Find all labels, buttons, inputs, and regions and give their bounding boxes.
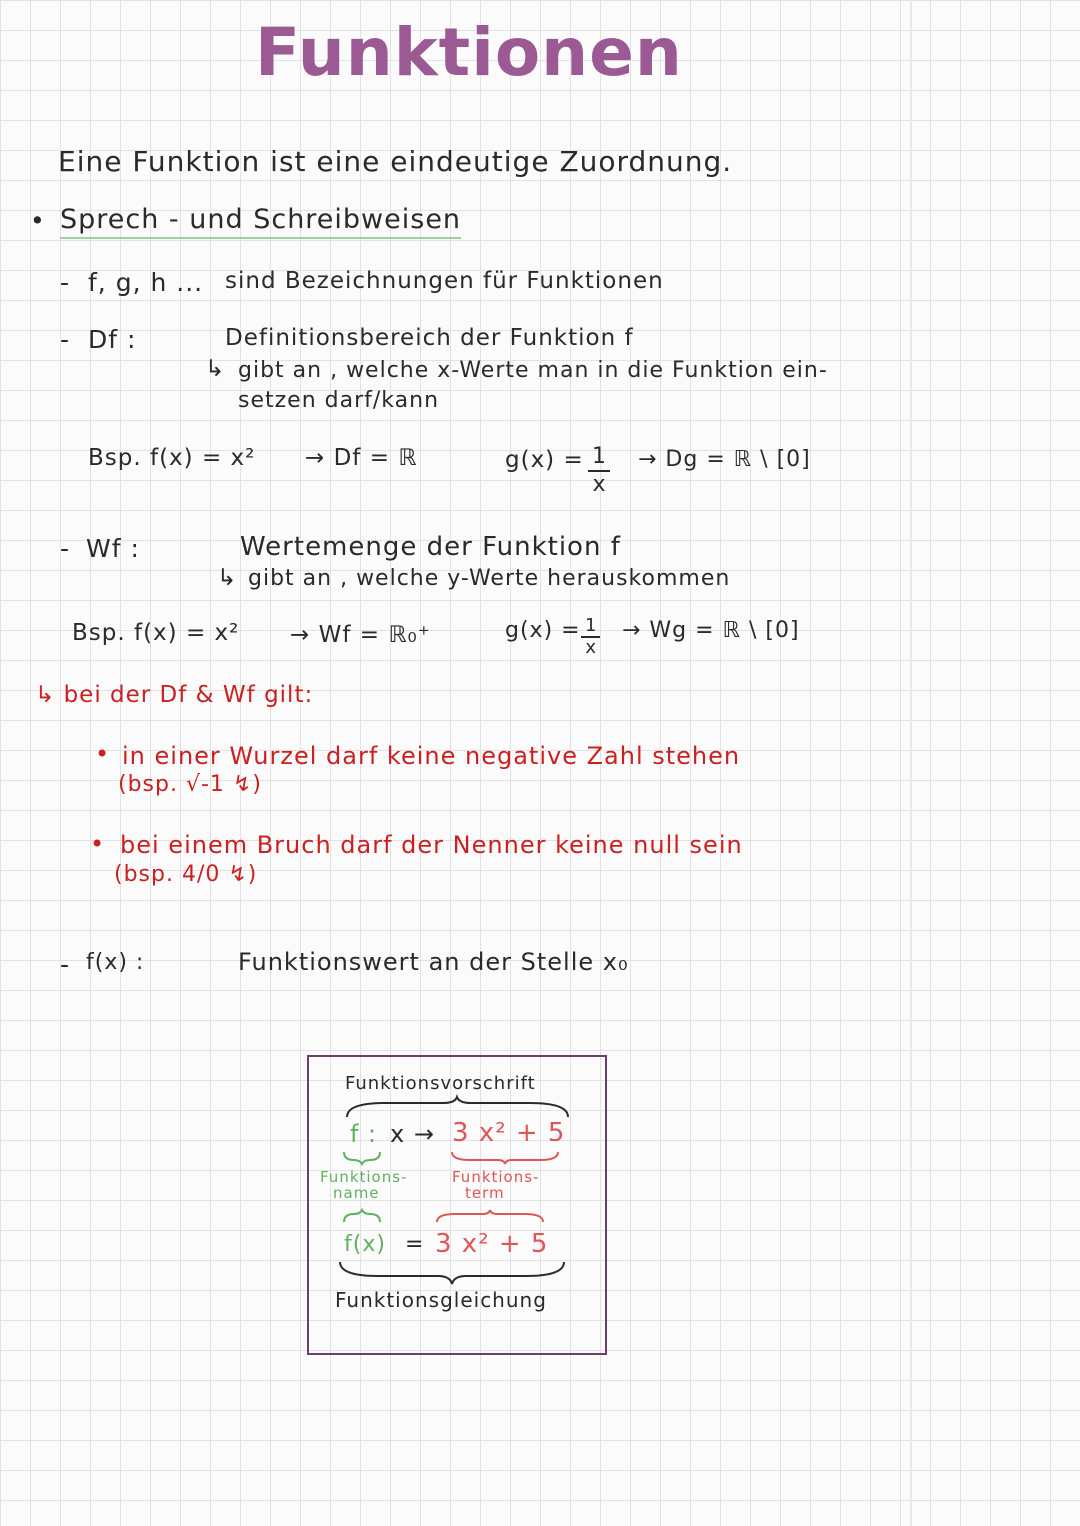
fraction-denominator: x (592, 472, 606, 497)
rule-root-example: (bsp. √-1 ↯) (118, 772, 262, 797)
bullet: • (30, 206, 46, 235)
label-funktionsgleichung: Funktionsgleichung (335, 1288, 547, 1312)
g-lhs: g(x) = (505, 447, 584, 473)
g-lhs: g(x) = (505, 618, 581, 643)
desc-wf: Wertemenge der Funktion f (240, 532, 621, 562)
function-name-f: f (350, 1120, 360, 1148)
label-funktionsvorschrift: Funktionsvorschrift (345, 1073, 536, 1094)
page-title: Funktionen (255, 14, 683, 91)
rule-heading: ↳ bei der Df & Wf gilt: (35, 682, 314, 708)
desc-df: Definitionsbereich der Funktion f (225, 325, 634, 351)
df-note-line2: setzen darf/kann (238, 388, 440, 413)
label-funktionsname-1: Funktions- (320, 1168, 408, 1186)
label-funktionsterm-2: term (465, 1184, 505, 1202)
term-fgh: f, g, h ... (88, 268, 204, 297)
brace-bottom-icon (338, 1262, 568, 1284)
rule-fraction-example: (bsp. 4/0 ↯) (114, 862, 258, 887)
g-domain-result: → Dg = ℝ \ [0] (638, 447, 811, 472)
fraction-one-over-x (581, 616, 600, 658)
rule-root: in einer Wurzel darf keine negative Zahl stehen (122, 742, 741, 770)
term-fx: f(x) : (86, 950, 145, 975)
g-range-result: → Wg = ℝ \ [0] (622, 618, 800, 643)
label-funktionsterm-1: Funktions- (452, 1168, 540, 1186)
df-note-line1: gibt an , welche x-Werte man in die Funktion ein- (238, 358, 828, 383)
x-mapping: x → (390, 1120, 435, 1148)
bullet: • (90, 830, 106, 858)
wf-note: gibt an , welche y-Werte herauskommen (248, 566, 731, 591)
dash: - (60, 325, 71, 354)
term-wf: Wf : (86, 534, 140, 563)
desc-fgh: sind Bezeichnungen für Funktionen (225, 268, 664, 294)
desc-fx: Funktionswert an der Stelle x₀ (238, 948, 629, 976)
wf-example: Bsp. f(x) = x² (72, 620, 240, 646)
section-heading (60, 204, 461, 235)
brace-term-lower-icon (435, 1210, 545, 1224)
equation-lhs: f(x) (344, 1232, 386, 1257)
df-example: Bsp. f(x) = x² (88, 445, 256, 471)
brace-name-icon (342, 1150, 382, 1164)
equation-rhs: 3 x² + 5 (435, 1229, 549, 1259)
colon: : (368, 1120, 378, 1148)
brace-term-icon (450, 1150, 560, 1164)
df-example-result: → Df = ℝ (305, 445, 418, 471)
page-margin-line (910, 0, 912, 1526)
rule-fraction: bei einem Bruch darf der Nenner keine null sein (120, 831, 743, 859)
brace-name-lower-icon (342, 1210, 382, 1224)
bullet: • (95, 740, 111, 768)
fraction-numerator: 1 (581, 616, 600, 638)
wf-example-result: → Wf = ℝ₀⁺ (290, 622, 431, 648)
section-heading-text: Sprech - und Schreibweisen (60, 204, 461, 239)
equals-sign: = (405, 1232, 425, 1257)
dash: - (60, 950, 71, 979)
dash: - (60, 268, 71, 297)
intro-text: Eine Funktion ist eine eindeutige Zuordnung. (58, 145, 733, 178)
arrow-icon: ↳ (205, 356, 226, 382)
fraction-one-over-x (588, 444, 610, 498)
brace-top-icon (345, 1097, 570, 1119)
fraction-numerator: 1 (588, 444, 610, 472)
dash: - (60, 534, 71, 563)
arrow-icon: ↳ (217, 565, 238, 591)
fraction-denominator: x (585, 637, 597, 658)
label-funktionsname-2: name (333, 1184, 380, 1202)
function-term: 3 x² + 5 (452, 1118, 566, 1148)
term-df: Df : (88, 325, 137, 354)
